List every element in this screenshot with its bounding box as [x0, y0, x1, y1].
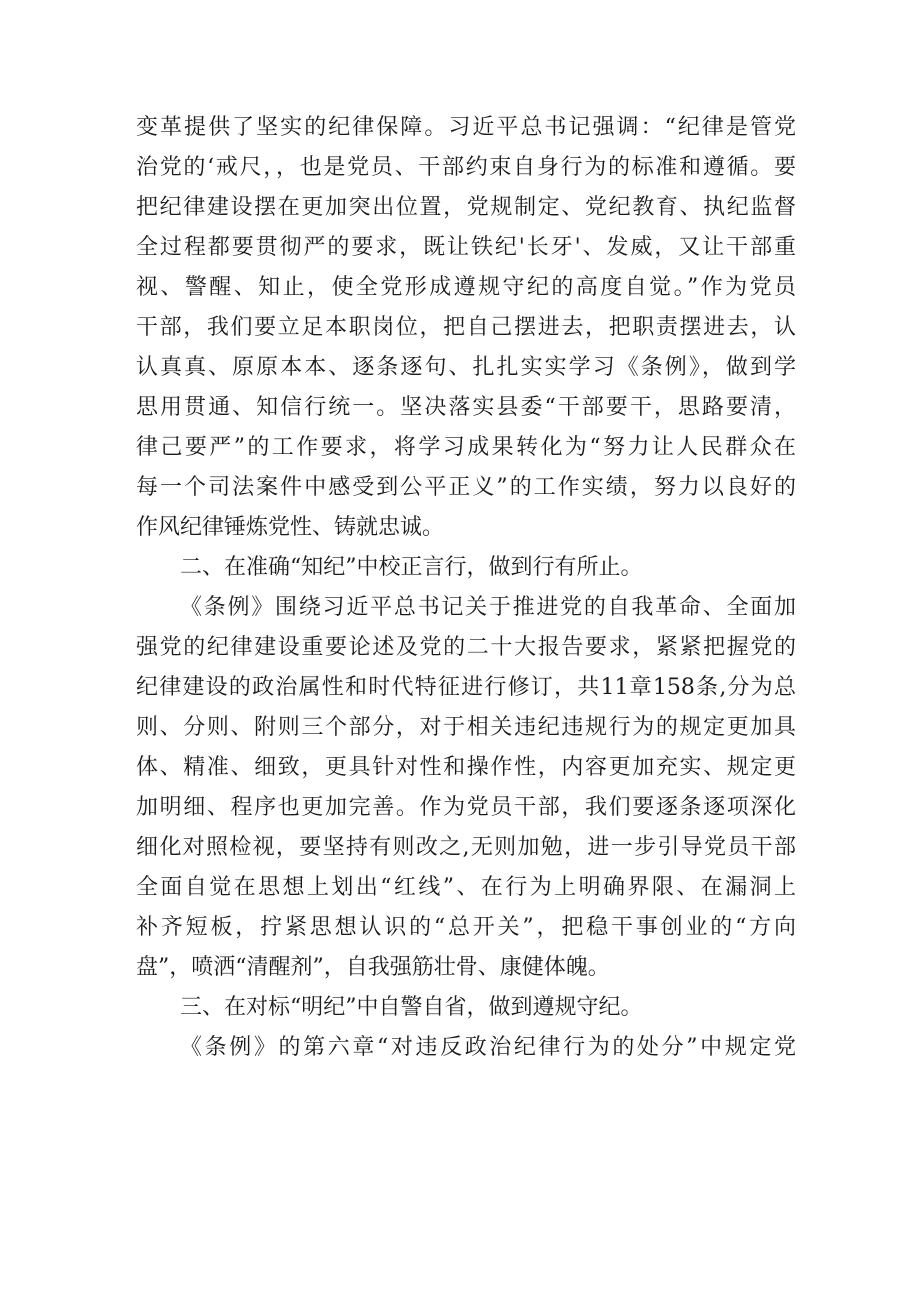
- section-heading: 三、在对标“明纪”中自警自省，做到遵规守纪。: [180, 995, 643, 1020]
- text-line: 盘”，喷洒“清醒剂”，自我强筋壮骨、康健体魄。: [136, 955, 610, 980]
- text-line: 认真真、原原本本、逐条逐句、扎扎实实学习《条例》，做到学: [136, 355, 796, 380]
- text-line: 强党的纪律建设重要论述及党的二十大报告要求，紧紧把握党的: [136, 635, 796, 660]
- text-line: 干部，我们要立足本职岗位，把自己摆进去，把职责摆进去，认: [136, 315, 796, 340]
- text-line: 变革提供了坚实的纪律保障。习近平总书记强调：“纪律是管党: [136, 115, 796, 140]
- text-line: 视、警醒、知止，使全党形成遵规守纪的高度自觉。”作为党员: [136, 275, 796, 300]
- text-line: 作风纪律锤炼党性、铸就忠诚。: [136, 515, 445, 540]
- text-line: 细化对照检视，要坚持有则改之,无则加勉，进一步引导党员干部: [136, 835, 796, 860]
- text-line: 全面自觉在思想上划出“红线”、在行为上明确界限、在漏洞上: [136, 875, 796, 900]
- text-line: 加明细、程序也更加完善。作为党员干部，我们要逐条逐项深化: [136, 795, 796, 820]
- text-line: 思用贯通、知信行统一。坚决落实县委“干部要干，思路要清，: [136, 395, 796, 420]
- text-line: 律己要严”的工作要求，将学习成果转化为“努力让人民群众在: [136, 435, 796, 460]
- document-body: [136, 108, 796, 1068]
- text-line: 把纪律建设摆在更加突出位置，党规制定、党纪教育、执纪监督: [136, 195, 796, 220]
- text-line: 全过程都要贯彻严的要求，既让铁纪'长牙'、发威，又让干部重: [136, 235, 796, 260]
- text-line: 补齐短板，拧紧思想认识的“总开关”，把稳干事创业的“方向: [136, 915, 796, 940]
- section-heading: 二、在准确“知纪”中校正言行，做到行有所止。: [180, 555, 643, 580]
- text-line: 《条例》的第六章“对违反政治纪律行为的处分”中规定党: [180, 1035, 796, 1060]
- text-line: 《条例》围绕习近平总书记关于推进党的自我革命、全面加: [180, 595, 796, 620]
- text-line: 每一个司法案件中感受到公平正义”的工作实绩，努力以良好的: [136, 475, 796, 500]
- text-line: 纪律建设的政治属性和时代特征进行修订，共11章158条,分为总: [136, 675, 796, 700]
- text-line: 治党的‘戒尺，，也是党员、干部约束自身行为的标准和遵循。要: [136, 155, 796, 180]
- text-line: 则、分则、附则三个部分，对于相关违纪违规行为的规定更加具: [136, 715, 796, 740]
- text-line: 体、精准、细致，更具针对性和操作性，内容更加充实、规定更: [136, 755, 796, 780]
